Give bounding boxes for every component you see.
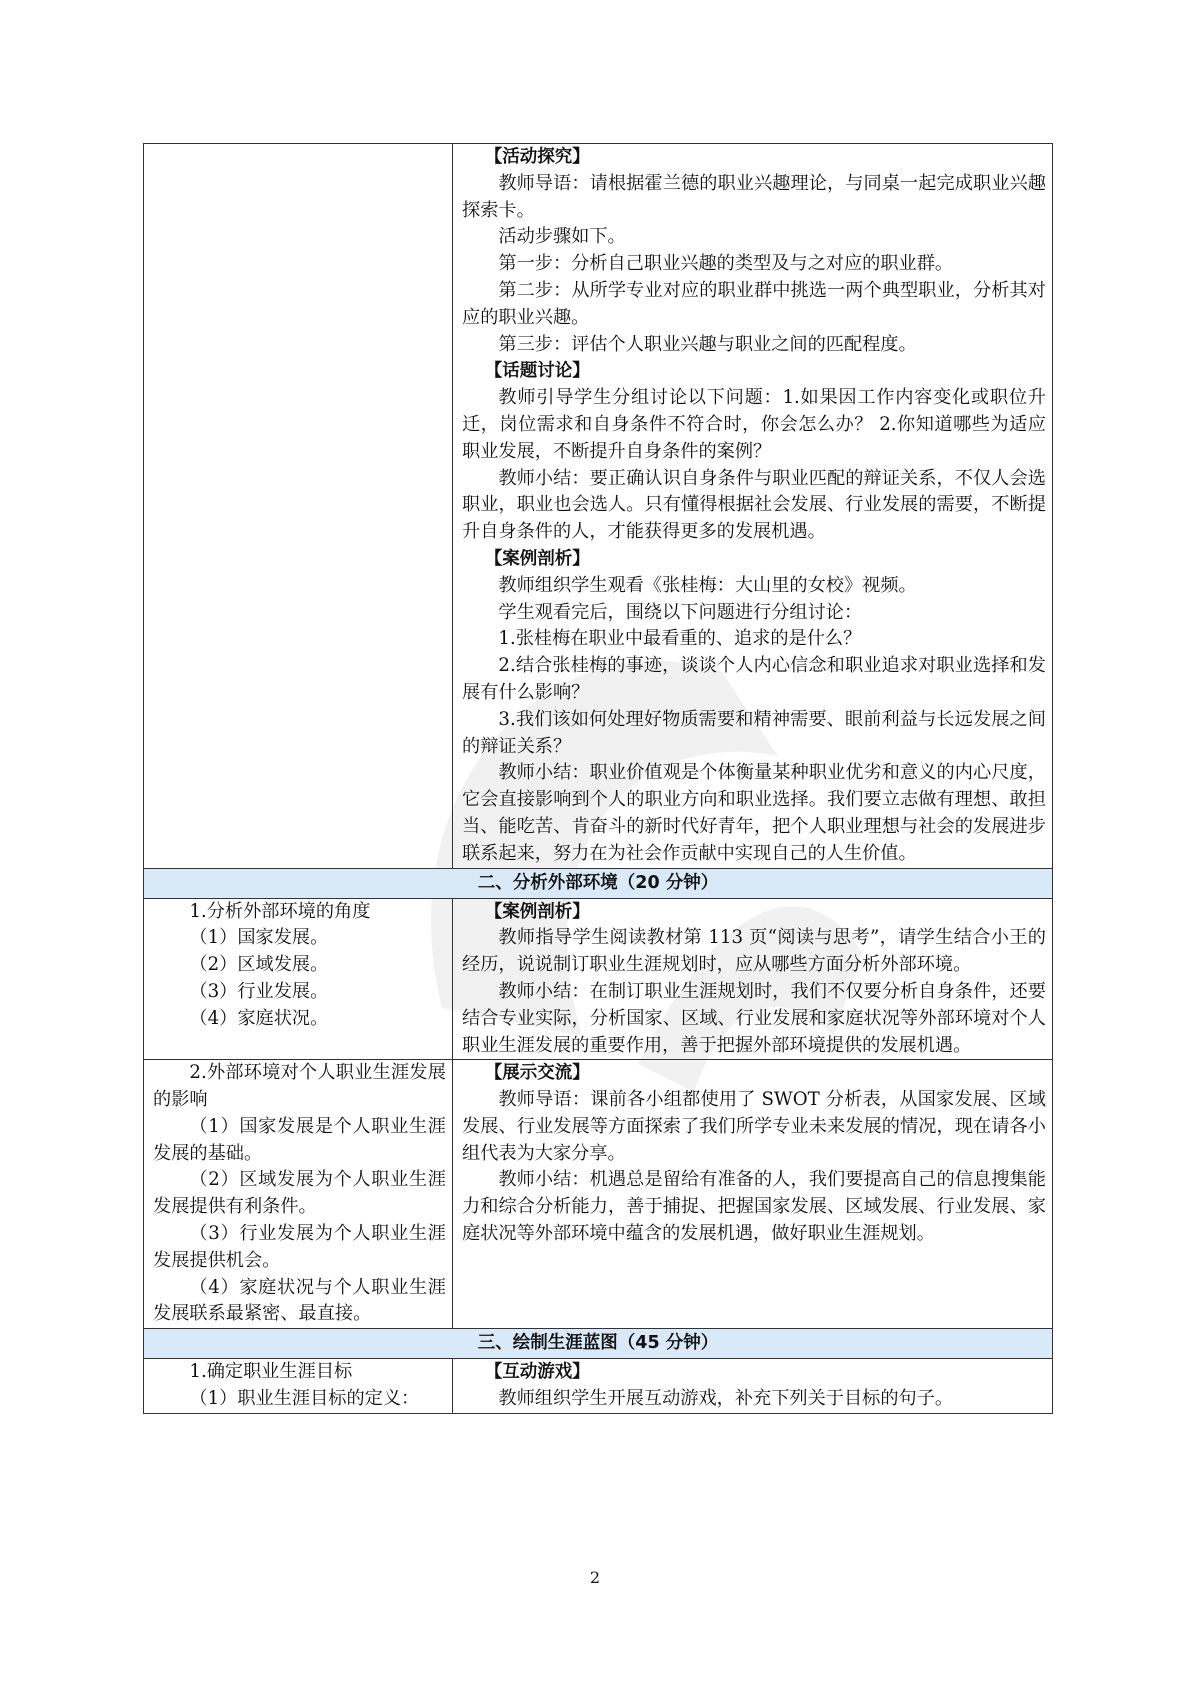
paragraph: 教师指导学生阅读教材第 113 页“阅读与思考”，请学生结合小王的经历，说说制订职业生涯规划时，应从哪些方面分析外部环境。 (462, 927, 1046, 976)
left-cell (144, 1359, 453, 1414)
paragraph: 1.张桂梅在职业中最看重的、追求的是什么？ (498, 628, 862, 650)
section-heading: 【话题讨论】 (484, 361, 590, 382)
table-row (144, 898, 1053, 1060)
paragraph: 教师导语：请根据霍兰德的职业兴趣理论，与同桌一起完成职业兴趣探索卡。 (462, 172, 1046, 221)
section-heading: 【展示交流】 (484, 1063, 590, 1084)
paragraph: （4）家庭状况。 (189, 1007, 329, 1029)
paragraph: 2.结合张桂梅的事迹，谈谈个人内心信念和职业追求对职业选择和发展有什么影响？ (462, 655, 1046, 703)
paragraph: 教师小结：要正确认识自身条件与职业匹配的辩证关系，不仅人会选职业，职业也会选人。只有懂得根据社会发展、行业发展的需要，不断提升自身条件的人，才能获得更多的发展机遇。 (462, 467, 1046, 543)
paragraph: （3）行业发展。 (189, 980, 329, 1002)
paragraph: 2.外部环境对个人职业生涯发展的影响 (153, 1062, 446, 1111)
table-row (144, 1359, 1053, 1414)
paragraph: （1）国家发展是个人职业生涯发展的基础。 (153, 1115, 446, 1164)
paragraph: 教师引导学生分组讨论以下问题：1.如果因工作内容变化或职位升迁，岗位需求和自身条件不符合时，你会怎么办？ 2.你知道哪些为适应职业发展，不断提升自身条件的案例？ (462, 387, 1046, 462)
paragraph: （1）职业生涯目标的定义： (189, 1388, 420, 1410)
section-title: 三、绘制生涯蓝图（45 分钟） (144, 1329, 1053, 1359)
paragraph: 教师导语：课前各小组都使用了 SWOT 分析表，从国家发展、区域发展、行业发展等方面探索了我们所学专业未来发展的情况，现在请各小组代表为大家分享。 (462, 1089, 1046, 1164)
left-cell (144, 144, 453, 869)
paragraph: 1.分析外部环境的角度 (189, 900, 371, 922)
paragraph: 教师组织学生观看《张桂梅：大山里的女校》视频。 (498, 574, 917, 596)
section-header-row (144, 1329, 1053, 1359)
paragraph: （2）区域发展。 (189, 954, 329, 976)
paragraph: 教师小结：职业价值观是个体衡量某种职业优劣和意义的内心尺度，它会直接影响到个人的职业方向和职业选择。我们要立志做有理想、敢担当、能吃苦、肯奋斗的新时代好青年，把个人职业理想与社会的发展进步联系起来，努力在为社会作贡献中实现自己的人生价值。 (462, 762, 1046, 864)
left-cell (144, 1060, 453, 1329)
right-cell (453, 1060, 1053, 1329)
section-heading: 【案例剖析】 (484, 548, 590, 569)
section-header-row (144, 868, 1053, 898)
right-cell (453, 898, 1053, 1060)
lesson-plan-table (143, 143, 1053, 1414)
paragraph: 教师小结：在制订职业生涯规划时，我们不仅要分析自身条件，还要结合专业实际，分析国家、区域、行业发展和家庭状况等外部环境对个人职业生涯发展的重要作用，善于把握外部环境提供的发展机遇。 (462, 980, 1046, 1056)
paragraph: 3.我们该如何处理好物质需要和精神需要、眼前利益与长远发展之间的辩证关系？ (462, 708, 1046, 757)
right-cell (453, 1359, 1053, 1414)
paragraph: 第二步：从所学专业对应的职业群中挑选一两个典型职业，分析其对应的职业兴趣。 (462, 279, 1046, 328)
page-number: 2 (589, 1568, 601, 1587)
paragraph: 活动步骤如下。 (498, 226, 626, 248)
right-cell (453, 144, 1053, 869)
section-heading: 【案例剖析】 (484, 901, 590, 922)
paragraph: 教师小结：机遇总是留给有准备的人，我们要提高自己的信息搜集能力和综合分析能力，善于捕捉、把握国家发展、区域发展、行业发展、家庭状况等外部环境中蕴含的发展机遇，做好职业生涯规划。 (462, 1169, 1046, 1245)
paragraph: （3）行业发展为个人职业生涯发展提供机会。 (153, 1223, 446, 1271)
paragraph: （2）区域发展为个人职业生涯发展提供有利条件。 (153, 1169, 446, 1218)
section-heading: 【活动探究】 (484, 147, 590, 167)
paragraph: 第三步：评估个人职业兴趣与职业之间的匹配程度。 (498, 333, 917, 355)
table-row (144, 1060, 1053, 1329)
paragraph: 学生观看完后，围绕以下问题进行分组讨论： (498, 601, 863, 623)
paragraph: （4）家庭状况与个人职业生涯发展联系最紧密、最直接。 (153, 1276, 446, 1325)
table-row (144, 144, 1053, 869)
paragraph: （1）国家发展。 (189, 927, 329, 949)
section-title: 二、分析外部环境（20 分钟） (144, 868, 1053, 898)
paragraph: 教师组织学生开展互动游戏，补充下列关于目标的句子。 (498, 1388, 954, 1410)
paragraph: 1.确定职业生涯目标 (189, 1361, 353, 1383)
section-heading: 【互动游戏】 (484, 1362, 590, 1383)
paragraph: 第一步：分析自己职业兴趣的类型及与之对应的职业群。 (498, 253, 954, 275)
left-cell (144, 898, 453, 1060)
